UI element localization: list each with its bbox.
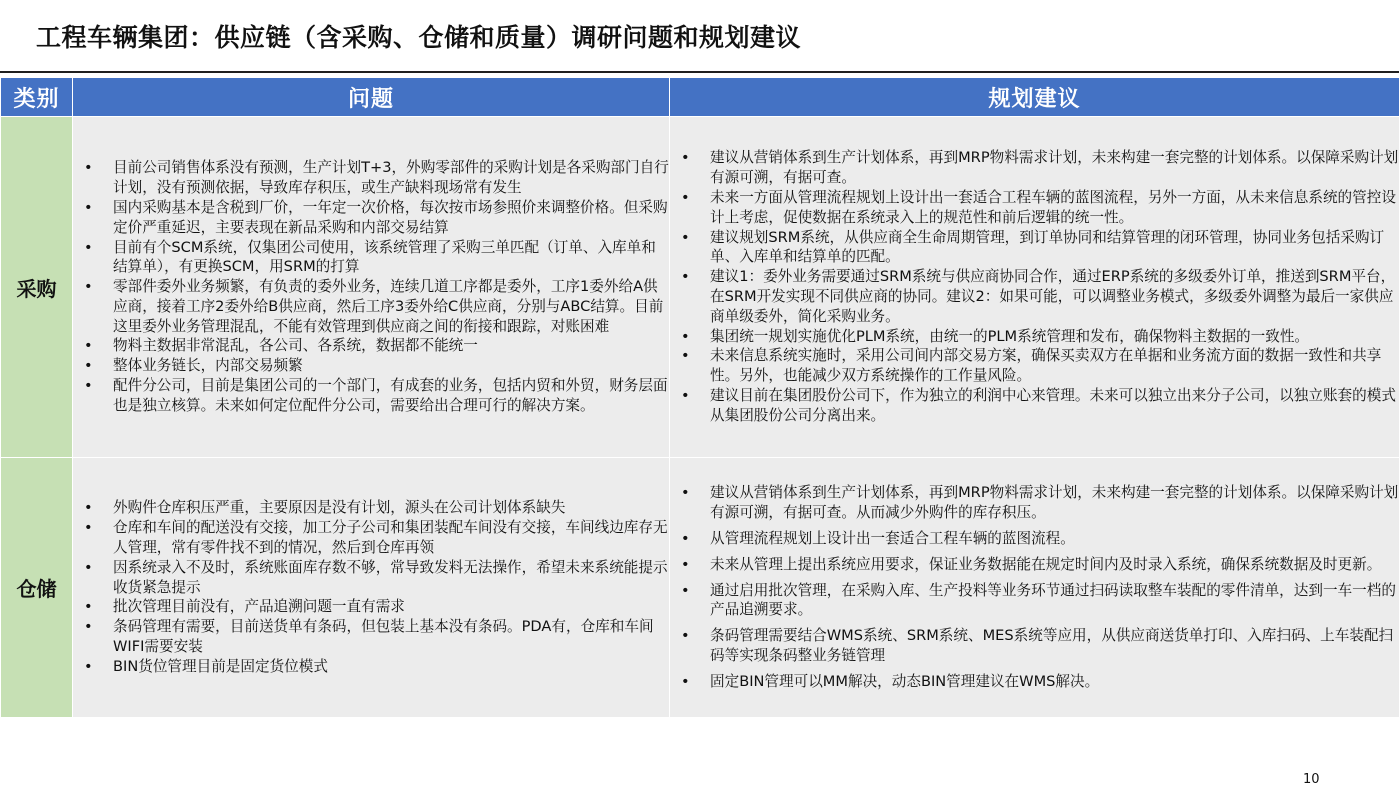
list-item-text: 通过启用批次管理，在采购入库、生产投料等业务环节通过扫码读取整车装配的零件清单，达到一车一档的产品追溯要求。 [710,581,1396,619]
bullet-icon: • [84,519,93,537]
bullet-icon: • [84,159,93,177]
table-header-row [1,78,1399,117]
bullet-icon: • [681,189,690,207]
list-item [681,483,1399,523]
list-item-text: 批次管理目前没有，产品追溯问题一直有需求 [113,598,405,616]
list-item [84,356,669,376]
list-item-text: 建议从营销体系到生产计划体系，再到MRP物料需求计划，未来构建一套完整的计划体系。以保障采购计划有源可溯，有据可查。 [710,149,1399,187]
bullet-icon: • [681,386,690,404]
list-item-text: 条码管理需要结合WMS系统、SRM系统、MES系统等应用，从供应商送货单打印、入库扫码、上车装配扫码等实现条码整业务链管理 [710,627,1394,664]
list-item-text: 集团统一规划实施优化PLM系统，由统一的PLM系统管理和发布，确保物料主数据的一致性。 [710,327,1310,345]
list-item-text: 固定BIN管理可以MM解决，动态BIN管理建议在WMS解决。 [710,672,1100,690]
list-item [681,529,1399,549]
list-item-text: 未来从管理上提出系统应用要求，保证业务数据能在规定时间内及时录入系统，确保系统数据及时更新。 [710,555,1382,573]
suggestions-list [670,148,1399,425]
bullet-icon: • [84,598,93,616]
list-item [84,498,669,518]
header-category: 类别 [1,78,73,117]
header-problems: 问题 [73,78,670,117]
list-item [681,188,1399,228]
bullet-icon: • [681,484,690,502]
list-item-text: 零部件委外业务频繁，有负责的委外业务，连续几道工序都是委外，工序1委外给A供应商，接着工序2委外给B供应商，然后工序3委外给C供应商，分别与ABC结算。目前这里委外业务管理混乱，不能有效管理到供应商之间的衔接和跟踪，对账困难 [113,278,664,335]
list-item [681,672,1399,692]
header-suggestions: 规划建议 [670,78,1399,117]
list-item-text: 未来一方面从管理流程规划上设计出一套适合工程车辆的蓝图流程，另外一方面，从未来信息系统的管控设计上考虑，促使数据在系统录入上的规范性和前后逻辑的统一性。 [710,189,1396,226]
list-item [84,376,669,416]
list-item [681,267,1399,326]
list-item [84,657,669,677]
list-item [84,158,669,198]
problems-cell [73,117,670,458]
list-item [681,228,1399,268]
suggestions-cell [670,117,1399,458]
list-item [84,198,669,238]
bullet-icon: • [84,558,93,576]
bullet-icon: • [681,672,690,690]
bullet-icon: • [84,357,93,375]
list-item [84,277,669,336]
list-item-text: BIN货位管理目前是固定货位模式 [113,657,328,675]
list-item-text: 物料主数据非常混乱，各公司、各系统，数据都不能统一 [113,337,478,355]
list-item-text: 因系统录入不及时，系统账面库存数不够，常导致发料无法操作，希望未来系统能提示收货紧急提示 [113,558,668,596]
list-item-text: 配件分公司，目前是集团公司的一个部门，有成套的业务，包括内贸和外贸，财务层面也是独立核算。未来如何定位配件分公司，需要给出合理可行的解决方案。 [113,377,668,414]
list-item [681,581,1399,621]
bullet-icon: • [681,228,690,246]
list-item-text: 整体业务链长，内部交易频繁 [113,357,303,375]
list-item [681,346,1399,386]
bullet-icon: • [84,238,93,256]
list-item-text: 未来信息系统实施时，采用公司间内部交易方案，确保买卖双方在单据和业务流方面的数据一致性和共享性。另外，也能减少双方系统操作的工作量风险。 [710,347,1382,385]
table-row-procurement [1,117,1399,458]
suggestions-cell [670,458,1399,718]
list-item-text: 仓库和车间的配送没有交接，加工分子公司和集团装配车间没有交接，车间线边库存无人管理，常有零件找不到的情况，然后到仓库再领 [113,519,668,556]
list-item [681,327,1399,347]
category-cell: 仓储 [1,458,73,718]
list-item-text: 国内采购基本是含税到厂价，一年定一次价格，每次按市场参照价来调整价格。但采购定价严重延迟，主要表现在新品采购和内部交易结算 [113,198,668,236]
problems-list [73,498,669,676]
page-title: 工程车辆集团：供应链（含采购、仓储和质量）调研问题和规划建议 [36,23,802,52]
list-item [84,518,669,558]
bullet-icon: • [84,198,93,216]
bullet-icon: • [84,337,93,355]
list-item-text: 外购件仓库积压严重，主要原因是没有计划，源头在公司计划体系缺失 [113,499,566,517]
list-item [681,555,1399,575]
table-row-warehousing [1,458,1399,718]
list-item [681,386,1399,426]
survey-table [0,77,1399,718]
bullet-icon: • [681,530,690,547]
title-divider [0,71,1399,73]
list-item [84,238,669,278]
list-item-text: 目前有个SCM系统，仅集团公司使用，该系统管理了采购三单匹配（订单、入库单和结算单），有更换SCM，用SRM的打算 [113,238,656,276]
category-cell: 采购 [1,117,73,458]
list-item-text: 从管理流程规划上设计出一套适合工程车辆的蓝图流程。 [710,530,1075,547]
problems-list [73,158,669,415]
page-number: 10 [1303,772,1320,787]
list-item-text: 建议1：委外业务需要通过SRM系统与供应商协同合作，通过ERP系统的多级委外订单，推送到SRM平台，在SRM开发实现不同供应商的协同。建议2：如果可能，可以调整业务模式，多级委外调整为最后一家供应商单级委外，简化采购业务。 [710,268,1396,325]
bullet-icon: • [681,627,690,645]
list-item [84,597,669,617]
list-item [84,336,669,356]
list-item-text: 目前公司销售体系没有预测，生产计划T+3，外购零部件的采购计划是各采购部门自行计划，没有预测依据，导致库存积压，或生产缺料现场常有发生 [113,159,669,197]
list-item-text: 建议规划SRM系统，从供应商全生命周期管理，到订单协同和结算管理的闭环管理，协同业务包括采购订单、入库单和结算单的匹配。 [710,228,1385,266]
bullet-icon: • [681,581,690,599]
list-item-text: 建议从营销体系到生产计划体系，再到MRP物料需求计划，未来构建一套完整的计划体系。以保障采购计划有源可溯，有据可查。从而减少外购件的库存积压。 [710,484,1399,522]
list-item [84,617,669,657]
suggestions-list [670,483,1399,691]
bullet-icon: • [84,657,93,675]
bullet-icon: • [681,268,690,286]
bullet-icon: • [681,327,690,345]
bullet-icon: • [681,149,690,167]
list-item [681,626,1399,666]
bullet-icon: • [84,278,93,296]
bullet-icon: • [84,618,93,636]
bullet-icon: • [84,377,93,395]
bullet-icon: • [681,347,690,365]
list-item-text: 建议目前在集团股份公司下，作为独立的利润中心来管理。未来可以独立出来分子公司，以独立账套的模式从集团股份公司分离出来。 [710,386,1396,424]
list-item-text: 条码管理有需要，目前送货单有条码，但包装上基本没有条码。PDA有，仓库和车间WIFI需要安装 [113,618,654,655]
bullet-icon: • [84,499,93,517]
list-item [681,148,1399,188]
problems-cell [73,458,670,718]
list-item [84,558,669,598]
bullet-icon: • [681,555,690,573]
